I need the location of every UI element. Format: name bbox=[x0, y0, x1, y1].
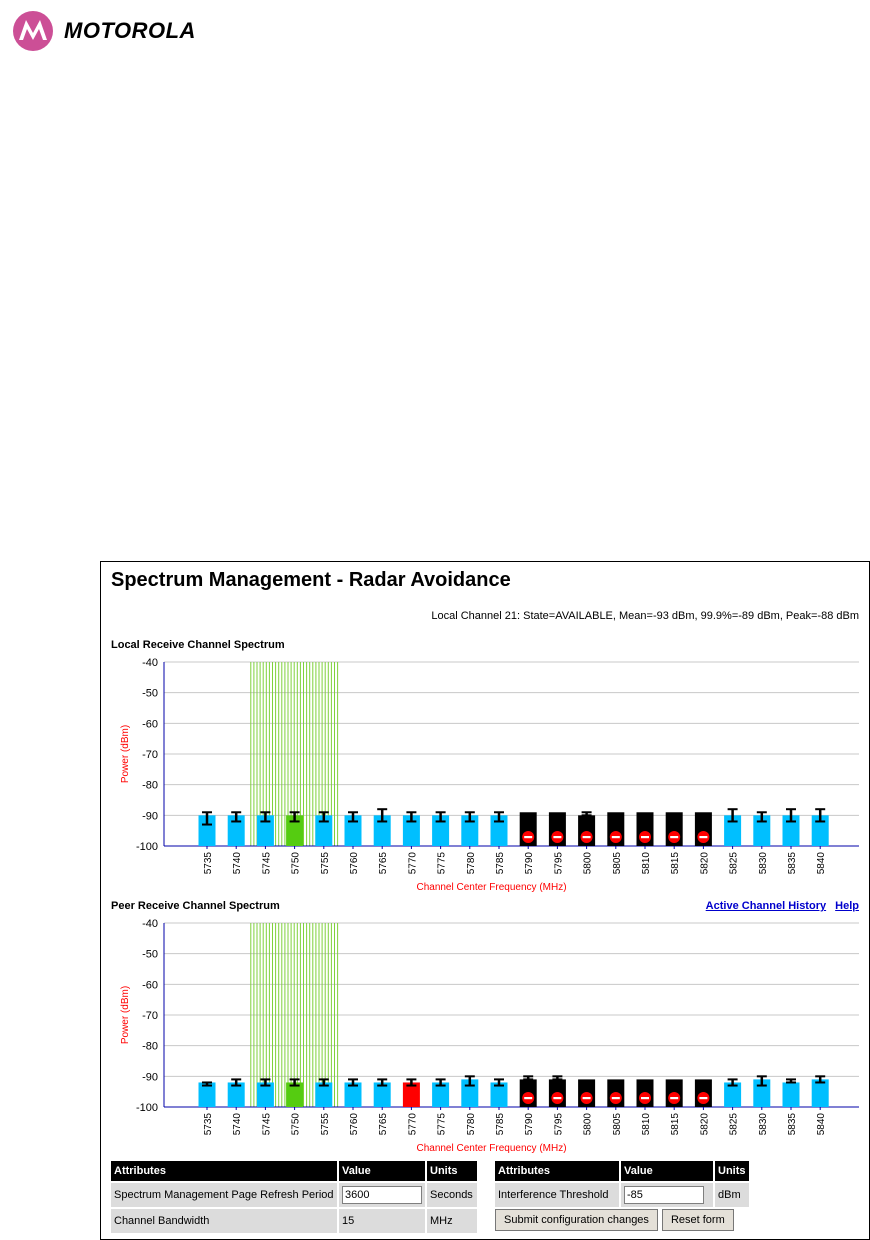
x-axis-label: Channel Center Frequency (MHz) bbox=[416, 1143, 567, 1154]
refresh-period-label: Spectrum Management Page Refresh Period bbox=[111, 1183, 337, 1207]
local-receive-spectrum-chart bbox=[101, 654, 870, 894]
x-tick-label: 5745 bbox=[261, 1113, 273, 1136]
active-channel-history-link[interactable]: Active Channel History bbox=[705, 900, 827, 912]
interference-threshold-units: dBm bbox=[715, 1183, 749, 1207]
x-tick-label: 5770 bbox=[407, 1113, 419, 1136]
x-tick-label: 5805 bbox=[611, 1113, 623, 1136]
table-row bbox=[111, 1209, 477, 1233]
y-axis-label: Power (dBm) bbox=[120, 724, 131, 784]
x-tick-label: 5775 bbox=[436, 852, 448, 875]
refresh-period-input[interactable] bbox=[342, 1186, 422, 1204]
channel-bandwidth-value: 15 bbox=[339, 1209, 425, 1233]
y-tick-label: -100 bbox=[135, 841, 158, 853]
y-tick-label: -80 bbox=[142, 779, 158, 792]
value-header: Value bbox=[621, 1161, 713, 1181]
y-axis-label: Power (dBm) bbox=[120, 985, 131, 1045]
chart-links bbox=[700, 900, 859, 912]
radar-barred-icon-bar bbox=[699, 1097, 707, 1099]
brand-name: MOTOROLA bbox=[64, 18, 196, 43]
help-link[interactable]: Help bbox=[835, 900, 859, 912]
form-buttons bbox=[495, 1209, 734, 1231]
x-tick-label: 5780 bbox=[465, 852, 477, 875]
radar-barred-icon-bar bbox=[612, 836, 620, 838]
y-tick-label: -70 bbox=[142, 749, 158, 761]
x-tick-label: 5800 bbox=[582, 852, 594, 875]
radar-barred-icon-bar bbox=[583, 1097, 591, 1099]
x-tick-label: 5830 bbox=[757, 852, 769, 875]
spectrum-management-panel bbox=[100, 561, 870, 1240]
radar-barred-icon-bar bbox=[699, 836, 707, 838]
channel-bandwidth-label: Channel Bandwidth bbox=[111, 1209, 337, 1233]
x-tick-label: 5820 bbox=[699, 852, 711, 875]
y-tick-label: -40 bbox=[142, 657, 158, 669]
attributes-header: Attributes bbox=[111, 1161, 337, 1181]
x-tick-label: 5820 bbox=[699, 1113, 711, 1136]
x-tick-label: 5785 bbox=[495, 1113, 506, 1136]
value-header: Value bbox=[339, 1161, 425, 1181]
refresh-period-cell bbox=[339, 1183, 425, 1207]
x-tick-label: 5840 bbox=[816, 1113, 828, 1136]
reset-form-button[interactable]: Reset form bbox=[662, 1209, 734, 1231]
table-row bbox=[495, 1183, 749, 1207]
x-tick-label: 5785 bbox=[495, 852, 506, 875]
attributes-table-left bbox=[109, 1159, 479, 1235]
y-tick-label: -60 bbox=[142, 718, 158, 731]
units-header: Units bbox=[715, 1161, 749, 1181]
x-tick-label: 5755 bbox=[319, 852, 331, 875]
x-tick-label: 5805 bbox=[611, 852, 623, 875]
x-tick-label: 5750 bbox=[290, 1113, 302, 1136]
interference-threshold-input[interactable] bbox=[624, 1186, 704, 1204]
x-tick-label: 5825 bbox=[728, 1113, 740, 1136]
x-tick-label: 5810 bbox=[641, 1113, 652, 1136]
x-tick-label: 5810 bbox=[641, 852, 652, 875]
bar-5835 bbox=[783, 1082, 800, 1107]
x-tick-label: 5760 bbox=[349, 1113, 360, 1136]
radar-barred-icon-bar bbox=[524, 1097, 532, 1099]
x-tick-label: 5740 bbox=[232, 852, 244, 875]
x-tick-label: 5800 bbox=[582, 1113, 594, 1136]
x-tick-label: 5735 bbox=[203, 1113, 214, 1136]
x-tick-label: 5740 bbox=[232, 1113, 244, 1136]
peer-chart-title: Peer Receive Channel Spectrum bbox=[111, 900, 280, 912]
page-title: Spectrum Management - Radar Avoidance bbox=[111, 569, 511, 591]
interference-threshold-label: Interference Threshold bbox=[495, 1183, 619, 1207]
x-tick-label: 5755 bbox=[319, 1113, 331, 1136]
x-tick-label: 5835 bbox=[787, 1113, 798, 1136]
x-tick-label: 5830 bbox=[757, 1113, 769, 1136]
y-tick-label: -100 bbox=[135, 1102, 158, 1114]
x-tick-label: 5790 bbox=[524, 1113, 536, 1136]
x-tick-label: 5815 bbox=[670, 852, 682, 875]
bar-5840 bbox=[812, 1079, 829, 1107]
channel-bandwidth-units: MHz bbox=[427, 1209, 477, 1233]
x-tick-label: 5745 bbox=[261, 852, 273, 875]
radar-barred-icon-bar bbox=[670, 1097, 678, 1099]
y-tick-label: -50 bbox=[142, 948, 158, 961]
radar-barred-icon-bar bbox=[583, 836, 591, 838]
x-tick-label: 5790 bbox=[524, 852, 536, 875]
attributes-table-right bbox=[493, 1159, 751, 1209]
radar-barred-icon-bar bbox=[670, 836, 678, 838]
refresh-period-units: Seconds bbox=[427, 1183, 477, 1207]
x-tick-label: 5780 bbox=[465, 1113, 477, 1136]
y-tick-label: -90 bbox=[142, 810, 158, 823]
x-tick-label: 5760 bbox=[349, 852, 360, 875]
radar-barred-icon-bar bbox=[641, 836, 649, 838]
y-tick-label: -70 bbox=[142, 1010, 158, 1022]
motorola-logo bbox=[12, 10, 196, 52]
x-axis-label: Channel Center Frequency (MHz) bbox=[416, 882, 567, 893]
motorola-batwing-icon bbox=[12, 10, 54, 52]
units-header: Units bbox=[427, 1161, 477, 1181]
x-tick-label: 5795 bbox=[553, 852, 565, 875]
x-tick-label: 5765 bbox=[378, 852, 390, 875]
x-tick-label: 5750 bbox=[290, 852, 302, 875]
local-chart-title: Local Receive Channel Spectrum bbox=[111, 639, 285, 651]
peer-receive-spectrum-chart bbox=[101, 915, 870, 1155]
y-tick-label: -80 bbox=[142, 1040, 158, 1053]
radar-barred-icon-bar bbox=[641, 1097, 649, 1099]
radar-barred-icon-bar bbox=[553, 1097, 561, 1099]
x-tick-label: 5815 bbox=[670, 1113, 682, 1136]
x-tick-label: 5825 bbox=[728, 852, 740, 875]
x-tick-label: 5735 bbox=[203, 852, 214, 875]
submit-configuration-button[interactable]: Submit configuration changes bbox=[495, 1209, 658, 1231]
x-tick-label: 5840 bbox=[816, 852, 828, 875]
table-row bbox=[111, 1183, 477, 1207]
x-tick-label: 5765 bbox=[378, 1113, 390, 1136]
local-channel-status: Local Channel 21: State=AVAILABLE, Mean=-93 dBm, 99.9%=-89 dBm, Peak=-88 dBm bbox=[431, 610, 859, 622]
interference-threshold-cell bbox=[621, 1183, 713, 1207]
x-tick-label: 5795 bbox=[553, 1113, 565, 1136]
radar-barred-icon-bar bbox=[524, 836, 532, 838]
y-tick-label: -60 bbox=[142, 979, 158, 992]
y-tick-label: -50 bbox=[142, 687, 158, 700]
radar-barred-icon-bar bbox=[612, 1097, 620, 1099]
x-tick-label: 5835 bbox=[787, 852, 798, 875]
attributes-header: Attributes bbox=[495, 1161, 619, 1181]
y-tick-label: -40 bbox=[142, 918, 158, 930]
y-tick-label: -90 bbox=[142, 1071, 158, 1084]
radar-barred-icon-bar bbox=[553, 836, 561, 838]
x-tick-label: 5775 bbox=[436, 1113, 448, 1136]
x-tick-label: 5770 bbox=[407, 852, 419, 875]
